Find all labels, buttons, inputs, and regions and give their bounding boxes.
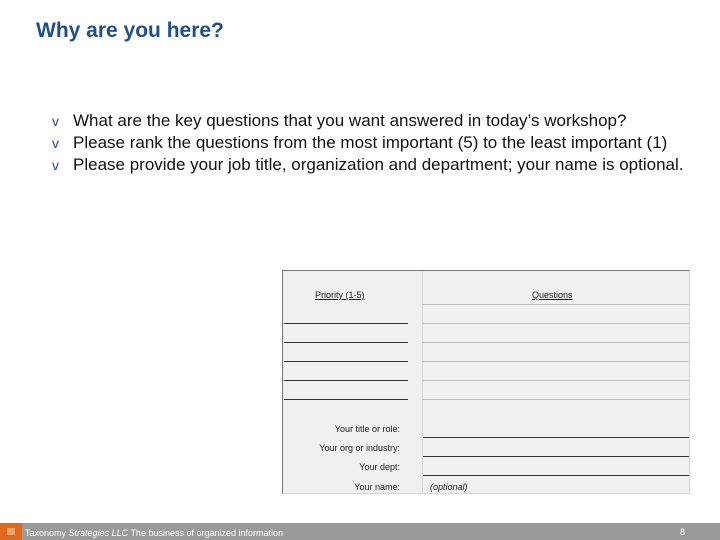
title-role-line[interactable] [423,437,689,438]
questions-form [282,270,690,494]
company-logo-icon [0,523,22,540]
company-tagline: The business of organized information [130,528,284,538]
company-name-italic: Strategies LLC [68,528,129,538]
title-role-label: Your title or role: [334,424,400,434]
priority-entry-line[interactable] [284,342,408,343]
questions-entry-line[interactable] [423,380,689,381]
questions-entry-line[interactable] [423,342,689,343]
page-number: 8 [679,527,685,537]
priority-entry-line[interactable] [284,399,408,400]
priority-header: Priority (1-5) [315,290,365,300]
company-name: Taxonomy [25,528,67,538]
priority-entry-line[interactable] [284,361,408,362]
questions-entry-line[interactable] [423,361,689,362]
bullet-text: Please provide your job title, organization and department; your name is optional. [73,155,684,174]
bullet-item [52,110,702,132]
org-industry-label: Your org or industry: [319,443,400,453]
org-industry-line[interactable] [423,456,689,457]
diamond-bullet-icon: v [52,157,59,173]
bullet-item [52,132,702,154]
footer-bar [0,523,720,540]
footer-company [25,528,283,538]
questions-entry-line[interactable] [423,304,689,305]
priority-entry-line[interactable] [284,380,408,381]
bullet-text: Please rank the questions from the most important (5) to the least important (1) [73,133,668,152]
diamond-bullet-icon: v [52,135,59,151]
questions-entry-line[interactable] [423,323,689,324]
priority-entry-line[interactable] [284,323,408,324]
diamond-bullet-icon: v [52,113,59,129]
questions-entry-line[interactable] [423,399,689,400]
dept-label: Your dept: [359,462,400,472]
optional-note: (optional) [430,482,468,492]
slide-title: Why are you here? [36,19,224,42]
questions-header: Questions [532,290,573,300]
bullet-item [52,154,702,176]
name-label: Your name: [354,482,400,492]
bullet-list [52,110,702,176]
bullet-text: What are the key questions that you want answered in today’s workshop? [73,111,627,130]
dept-line[interactable] [423,475,689,476]
